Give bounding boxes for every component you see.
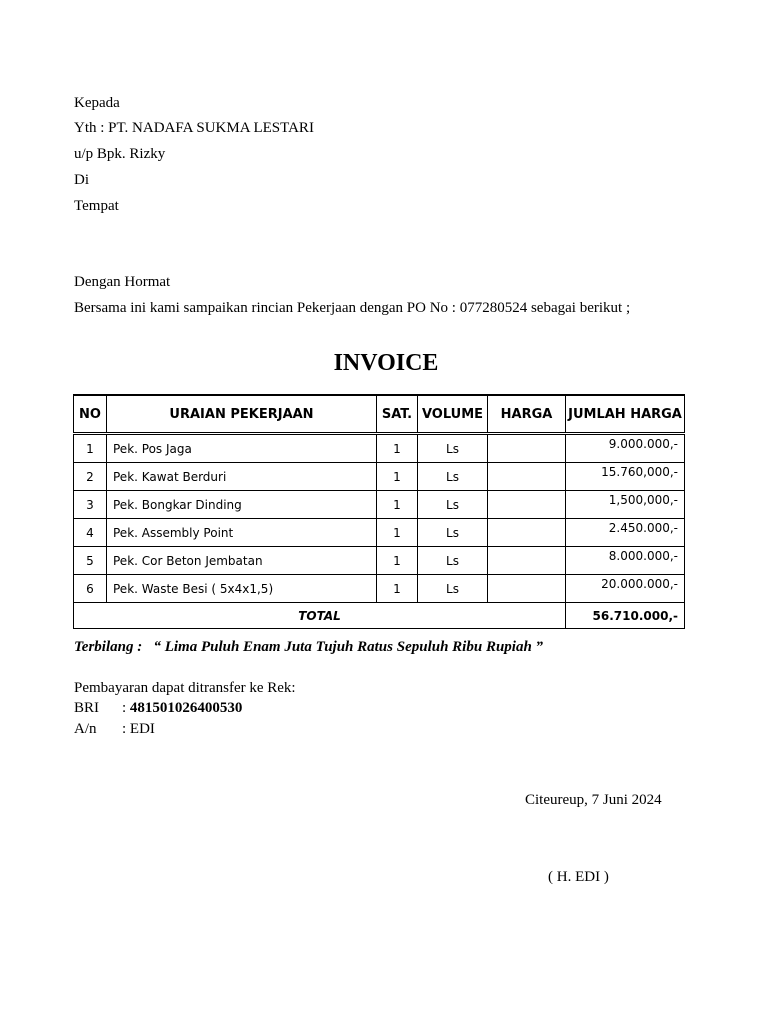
cell-desc: Pek. Assembly Point xyxy=(107,519,377,547)
cell-vol: Ls xyxy=(418,491,488,519)
cell-sat: 1 xyxy=(377,463,418,491)
payment-account-no: 481501026400530 xyxy=(129,700,243,716)
cell-harga xyxy=(488,491,566,519)
cell-harga xyxy=(488,434,566,463)
cell-vol: Ls xyxy=(418,434,488,463)
cell-sat: 1 xyxy=(377,491,418,519)
intro-text: Bersama ini kami sampaikan rincian Pekerjaan dengan PO No : 077280524 sebagai berikut ; xyxy=(74,300,631,316)
cell-vol: Ls xyxy=(418,519,488,547)
cell-vol: Ls xyxy=(418,575,488,603)
table-row xyxy=(74,575,685,603)
cell-no: 1 xyxy=(74,434,107,463)
invoice-title: INVOICE xyxy=(333,350,439,376)
total-value: 56.710.000,- xyxy=(566,603,685,629)
table-row xyxy=(74,434,685,463)
cell-no: 2 xyxy=(74,463,107,491)
cell-jumlah: 9.000.000,- xyxy=(566,434,685,463)
header-no: NO xyxy=(74,395,107,434)
header-uraian: URAIAN PEKERJAAN xyxy=(107,395,377,434)
cell-harga xyxy=(488,575,566,603)
payment-bank-sep: : xyxy=(122,700,127,716)
table-row xyxy=(74,491,685,519)
invoice-table xyxy=(73,394,685,629)
terbilang-label: Terbilang : xyxy=(74,639,143,655)
table-row xyxy=(74,547,685,575)
cell-jumlah: 8.000.000,- xyxy=(566,547,685,575)
address-recipient: Yth : PT. NADAFA SUKMA LESTARI xyxy=(74,120,314,136)
cell-jumlah: 1,500,000,- xyxy=(566,491,685,519)
cell-desc: Pek. Kawat Berduri xyxy=(107,463,377,491)
cell-harga xyxy=(488,547,566,575)
address-di: Di xyxy=(74,172,89,188)
cell-desc: Pek. Bongkar Dinding xyxy=(107,491,377,519)
cell-vol: Ls xyxy=(418,463,488,491)
cell-sat: 1 xyxy=(377,547,418,575)
total-row xyxy=(74,603,685,629)
cell-harga xyxy=(488,463,566,491)
address-place: Tempat xyxy=(74,198,119,214)
cell-sat: 1 xyxy=(377,434,418,463)
cell-no: 5 xyxy=(74,547,107,575)
cell-desc: Pek. Pos Jaga xyxy=(107,434,377,463)
payment-bank-label: BRI xyxy=(74,700,100,716)
table-header-row xyxy=(74,395,685,434)
cell-jumlah: 15.760,000,- xyxy=(566,463,685,491)
place-date: Citeureup, 7 Juni 2024 xyxy=(525,792,662,808)
terbilang-text: “ Lima Puluh Enam Juta Tujuh Ratus Sepuluh Ribu Rupiah ” xyxy=(153,639,544,655)
header-sat: SAT. xyxy=(377,395,418,434)
cell-no: 3 xyxy=(74,491,107,519)
payment-intro: Pembayaran dapat ditransfer ke Rek: xyxy=(74,680,296,696)
cell-no: 6 xyxy=(74,575,107,603)
table-row xyxy=(74,463,685,491)
cell-no: 4 xyxy=(74,519,107,547)
cell-jumlah: 20.000.000,- xyxy=(566,575,685,603)
cell-harga xyxy=(488,519,566,547)
cell-vol: Ls xyxy=(418,547,488,575)
greeting: Dengan Hormat xyxy=(74,274,171,290)
header-volume: VOLUME xyxy=(418,395,488,434)
cell-sat: 1 xyxy=(377,519,418,547)
payment-name-label: A/n xyxy=(74,721,97,737)
cell-sat: 1 xyxy=(377,575,418,603)
payment-name-value: : EDI xyxy=(122,721,155,737)
cell-desc: Pek. Waste Besi ( 5x4x1,5) xyxy=(107,575,377,603)
cell-jumlah: 2.450.000,- xyxy=(566,519,685,547)
header-jumlah: JUMLAH HARGA xyxy=(566,395,685,434)
terbilang-line xyxy=(74,638,543,656)
cell-desc: Pek. Cor Beton Jembatan xyxy=(107,547,377,575)
payment-account xyxy=(122,699,242,717)
total-label: TOTAL xyxy=(74,603,566,629)
address-attention: u/p Bpk. Rizky xyxy=(74,146,166,162)
header-harga: HARGA xyxy=(488,395,566,434)
table-row xyxy=(74,519,685,547)
address-to: Kepada xyxy=(74,95,120,111)
signature-name: ( H. EDI ) xyxy=(548,869,609,885)
